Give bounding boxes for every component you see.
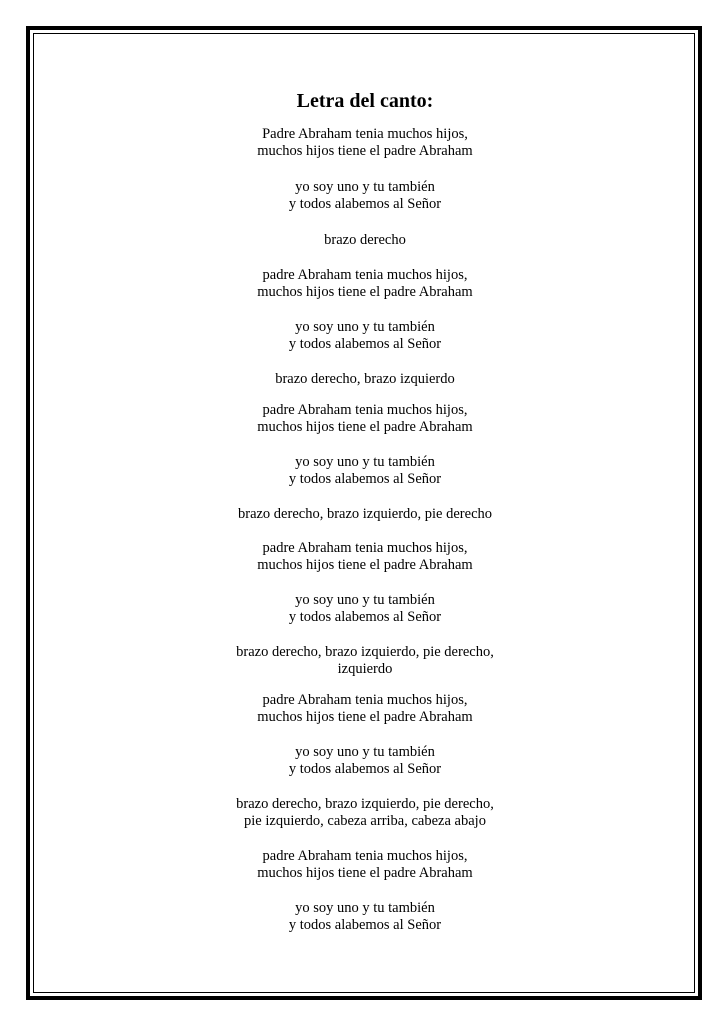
lyric-line: brazo derecho, brazo izquierdo [275,371,455,387]
lyric-line: padre Abraham tenia muchos hijos, [262,848,468,864]
lyric-line: brazo derecho, brazo izquierdo, pie derecho, [236,644,494,660]
lyric-line: padre Abraham tenia muchos hijos, [262,402,468,418]
lyric-line: Padre Abraham tenia muchos hijos, [262,126,468,142]
lyric-line: yo soy uno y tu también [295,179,435,195]
lyric-line: muchos hijos tiene el padre Abraham [257,709,473,725]
lyric-line: brazo derecho, brazo izquierdo, pie derecho [237,506,493,522]
lyric-line: yo soy uno y tu también [295,454,435,470]
lyric-line: pie izquierdo, cabeza arriba, cabeza abajo [244,813,486,829]
lyric-line: yo soy uno y tu también [295,592,435,608]
lyric-line: yo soy uno y tu también [295,744,435,760]
lyric-line: y todos alabemos al Señor [288,761,442,777]
lyric-line: brazo derecho, brazo izquierdo, pie derecho, [236,796,494,812]
lyric-line: muchos hijos tiene el padre Abraham [257,865,473,881]
lyric-line: yo soy uno y tu también [295,900,435,916]
lyric-line: y todos alabemos al Señor [288,471,442,487]
lyric-line: y todos alabemos al Señor [288,196,442,212]
lyric-line: y todos alabemos al Señor [288,336,442,352]
lyric-line: padre Abraham tenia muchos hijos, [262,692,468,708]
lyric-line: y todos alabemos al Señor [288,917,442,933]
lyric-line: izquierdo [337,661,393,677]
lyric-line: yo soy uno y tu también [295,319,435,335]
lyric-line: muchos hijos tiene el padre Abraham [257,419,473,435]
lyric-line: padre Abraham tenia muchos hijos, [262,540,468,556]
lyric-line: padre Abraham tenia muchos hijos, [262,267,468,283]
lyric-line: muchos hijos tiene el padre Abraham [257,557,473,573]
lyric-line: muchos hijos tiene el padre Abraham [257,143,473,159]
page-title: Letra del canto: [296,90,434,112]
lyric-line: brazo derecho [324,232,406,248]
lyric-line: y todos alabemos al Señor [288,609,442,625]
lyric-line: muchos hijos tiene el padre Abraham [257,284,473,300]
